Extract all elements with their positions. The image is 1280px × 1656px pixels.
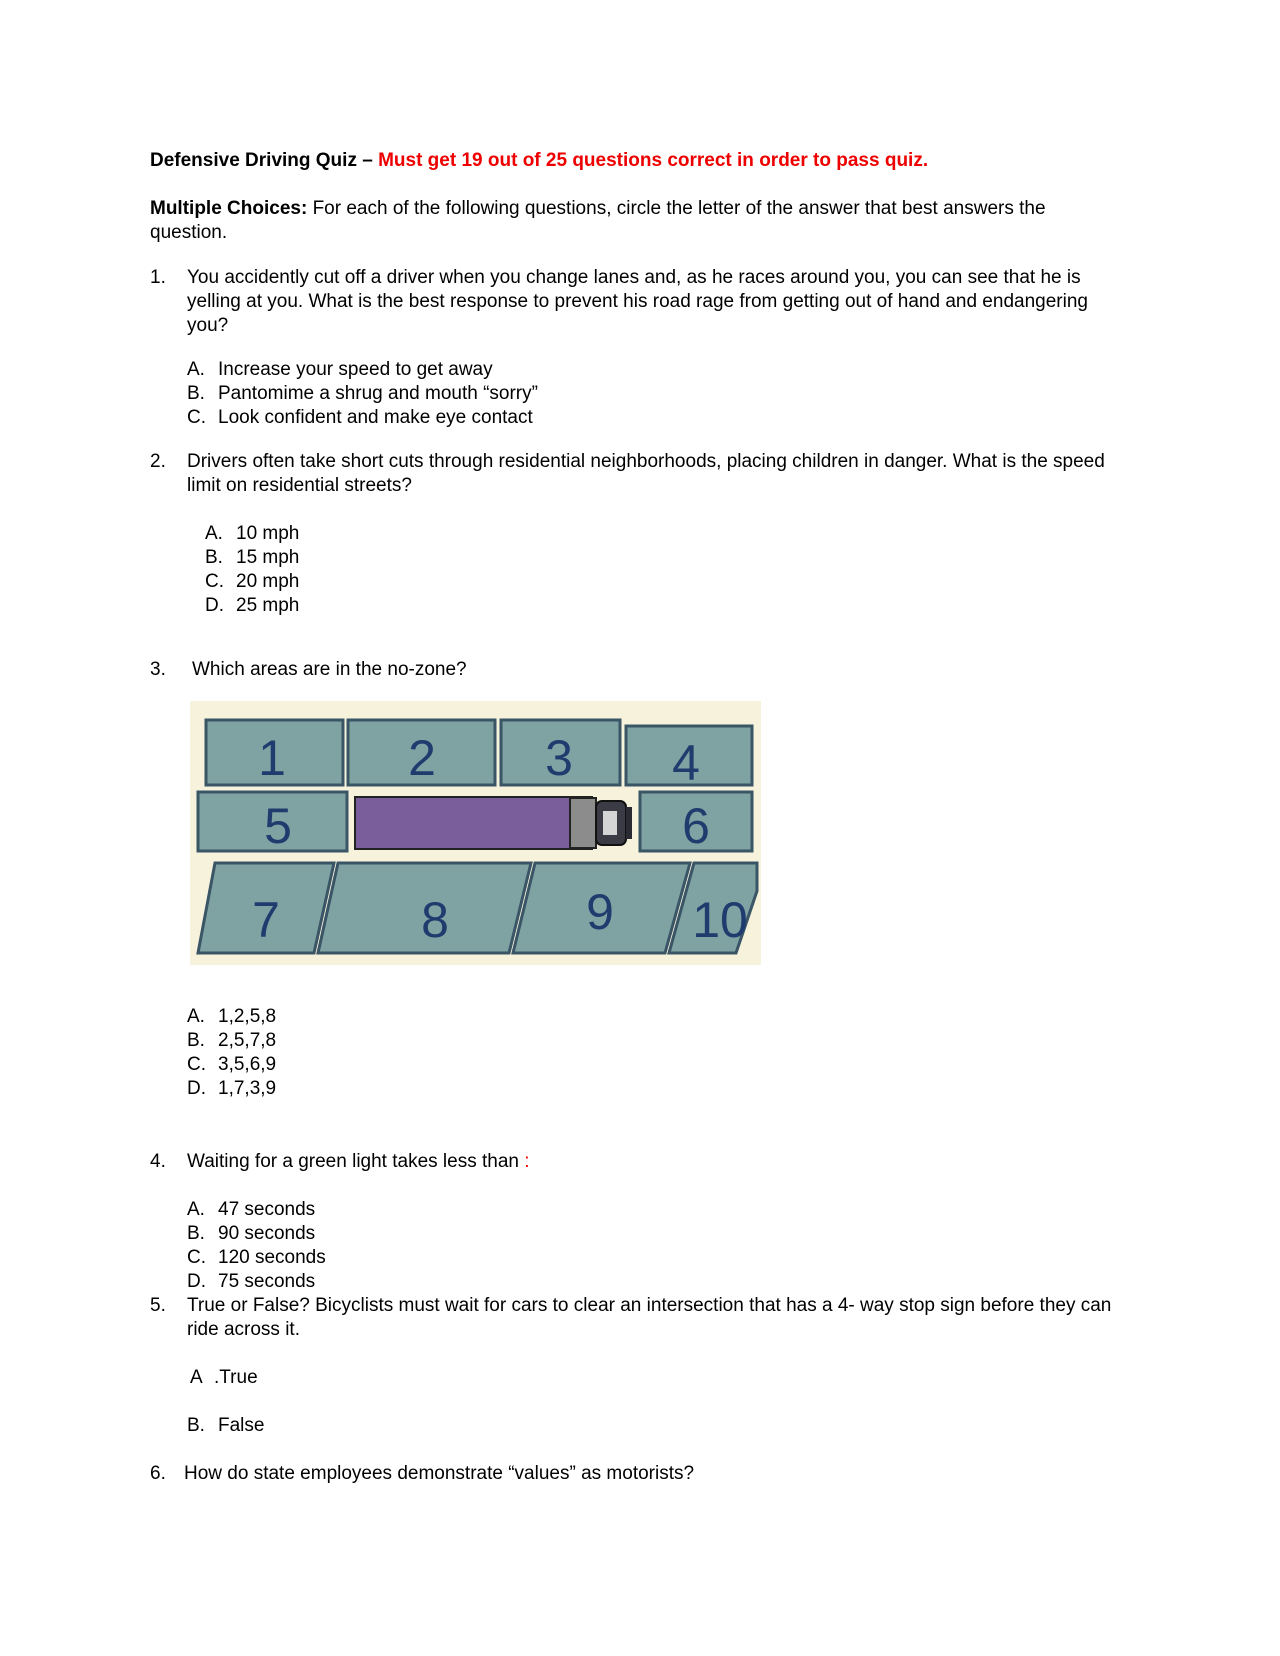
question-text: Which areas are in the no-zone? (192, 659, 467, 680)
option-letter: C. (187, 1247, 206, 1268)
option-text: 20 mph (236, 571, 300, 592)
question-number: 2. (150, 451, 166, 472)
zone-1-label: 1 (258, 730, 286, 786)
question-number: 3. (150, 659, 166, 680)
option-a[interactable] (187, 358, 493, 382)
zone-3-label: 3 (545, 730, 573, 786)
question-text: True or False? Bicyclists must wait for cars to clear an intersection that has a 4- way stop sign before they can ride across it. (187, 1295, 1112, 1340)
option-a[interactable] (205, 522, 299, 546)
option-text: Increase your speed to get away (218, 359, 493, 380)
zone-10-label: 10 (692, 892, 748, 948)
option-text: .True (214, 1367, 258, 1388)
option-d[interactable] (205, 594, 299, 618)
pass-requirement: Must get 19 out of 25 questions correct in order to pass quiz. (378, 150, 929, 171)
option-letter: D. (187, 1271, 206, 1292)
option-letter: D. (205, 595, 224, 616)
option-text: 90 seconds (218, 1223, 316, 1244)
option-d[interactable] (187, 1270, 315, 1294)
option-letter: C. (187, 407, 206, 428)
instructions-label: Multiple Choices: (150, 198, 308, 219)
option-letter: B. (187, 1030, 205, 1051)
option-text: 15 mph (236, 547, 300, 568)
truck-windshield (603, 811, 617, 835)
question-number: 5. (150, 1295, 166, 1316)
quiz-title-text: Defensive Driving Quiz – (150, 150, 379, 171)
option-a[interactable] (187, 1198, 315, 1222)
option-text: 75 seconds (218, 1271, 316, 1292)
option-c[interactable] (205, 570, 299, 594)
truck-trailer (355, 797, 592, 849)
option-letter: B. (187, 383, 205, 404)
option-text: 25 mph (236, 595, 300, 616)
option-text: 3,5,6,9 (218, 1054, 277, 1075)
zone-4-label: 4 (672, 735, 700, 791)
question-text-colon: : (524, 1151, 530, 1172)
option-text: 10 mph (236, 523, 300, 544)
option-c[interactable] (187, 406, 533, 430)
option-text: False (218, 1415, 265, 1436)
quiz-title (150, 149, 928, 173)
option-letter: A. (205, 523, 223, 544)
option-text: Look confident and make eye contact (218, 407, 533, 428)
instructions (150, 197, 1110, 245)
no-zone-diagram-svg (190, 701, 761, 965)
truck-grille (626, 807, 632, 839)
option-d[interactable] (187, 1077, 276, 1101)
option-letter: C. (205, 571, 224, 592)
question-text: Drivers often take short cuts through residential neighborhoods, placing children in danger. What is the speed limit on residential streets? (187, 451, 1105, 496)
question-text (187, 1150, 1117, 1174)
option-text: 120 seconds (218, 1247, 326, 1268)
option-letter: B. (187, 1415, 205, 1436)
question-text-main: Waiting for a green light takes less than (187, 1151, 525, 1172)
instructions-text: For each of the following questions, circle the letter of the answer that best answers the question. (150, 198, 1046, 243)
option-letter: B. (205, 547, 223, 568)
option-letter: D. (187, 1078, 206, 1099)
option-letter: A. (187, 1006, 205, 1027)
zone-2-label: 2 (408, 730, 436, 786)
option-b[interactable] (187, 1414, 264, 1438)
option-b[interactable] (205, 546, 299, 570)
question-number: 6. (150, 1463, 166, 1484)
option-text: 2,5,7,8 (218, 1030, 277, 1051)
option-c[interactable] (187, 1053, 276, 1077)
option-text: Pantomime a shrug and mouth “sorry” (218, 383, 538, 404)
option-letter: B. (187, 1223, 205, 1244)
question-number: 1. (150, 267, 166, 288)
option-letter: A (190, 1367, 203, 1388)
question-number: 4. (150, 1151, 166, 1172)
option-letter: A. (187, 1199, 205, 1220)
option-a[interactable] (190, 1366, 258, 1390)
question-text: How do state employees demonstrate “values” as motorists? (184, 1463, 695, 1484)
option-letter: A. (187, 359, 205, 380)
truck (355, 797, 632, 849)
zone-8-label: 8 (421, 892, 449, 948)
option-text: 1,7,3,9 (218, 1078, 277, 1099)
option-text: 47 seconds (218, 1199, 316, 1220)
truck-hitch (570, 798, 596, 848)
option-text: 1,2,5,8 (218, 1006, 277, 1027)
no-zone-diagram (190, 701, 761, 965)
option-a[interactable] (187, 1005, 276, 1029)
zone-5-label: 5 (264, 798, 292, 854)
zone-7-label: 7 (252, 892, 280, 948)
option-b[interactable] (187, 382, 538, 406)
option-b[interactable] (187, 1029, 276, 1053)
option-letter: C. (187, 1054, 206, 1075)
zone-9-label: 9 (586, 884, 614, 940)
option-b[interactable] (187, 1222, 315, 1246)
option-c[interactable] (187, 1246, 326, 1270)
zone-6-label: 6 (682, 798, 710, 854)
question-text: You accidently cut off a driver when you change lanes and, as he races around you, you can see that he is yelling at you. What is the best response to prevent his road rage from getting out of hand and endangering you? (187, 267, 1088, 336)
